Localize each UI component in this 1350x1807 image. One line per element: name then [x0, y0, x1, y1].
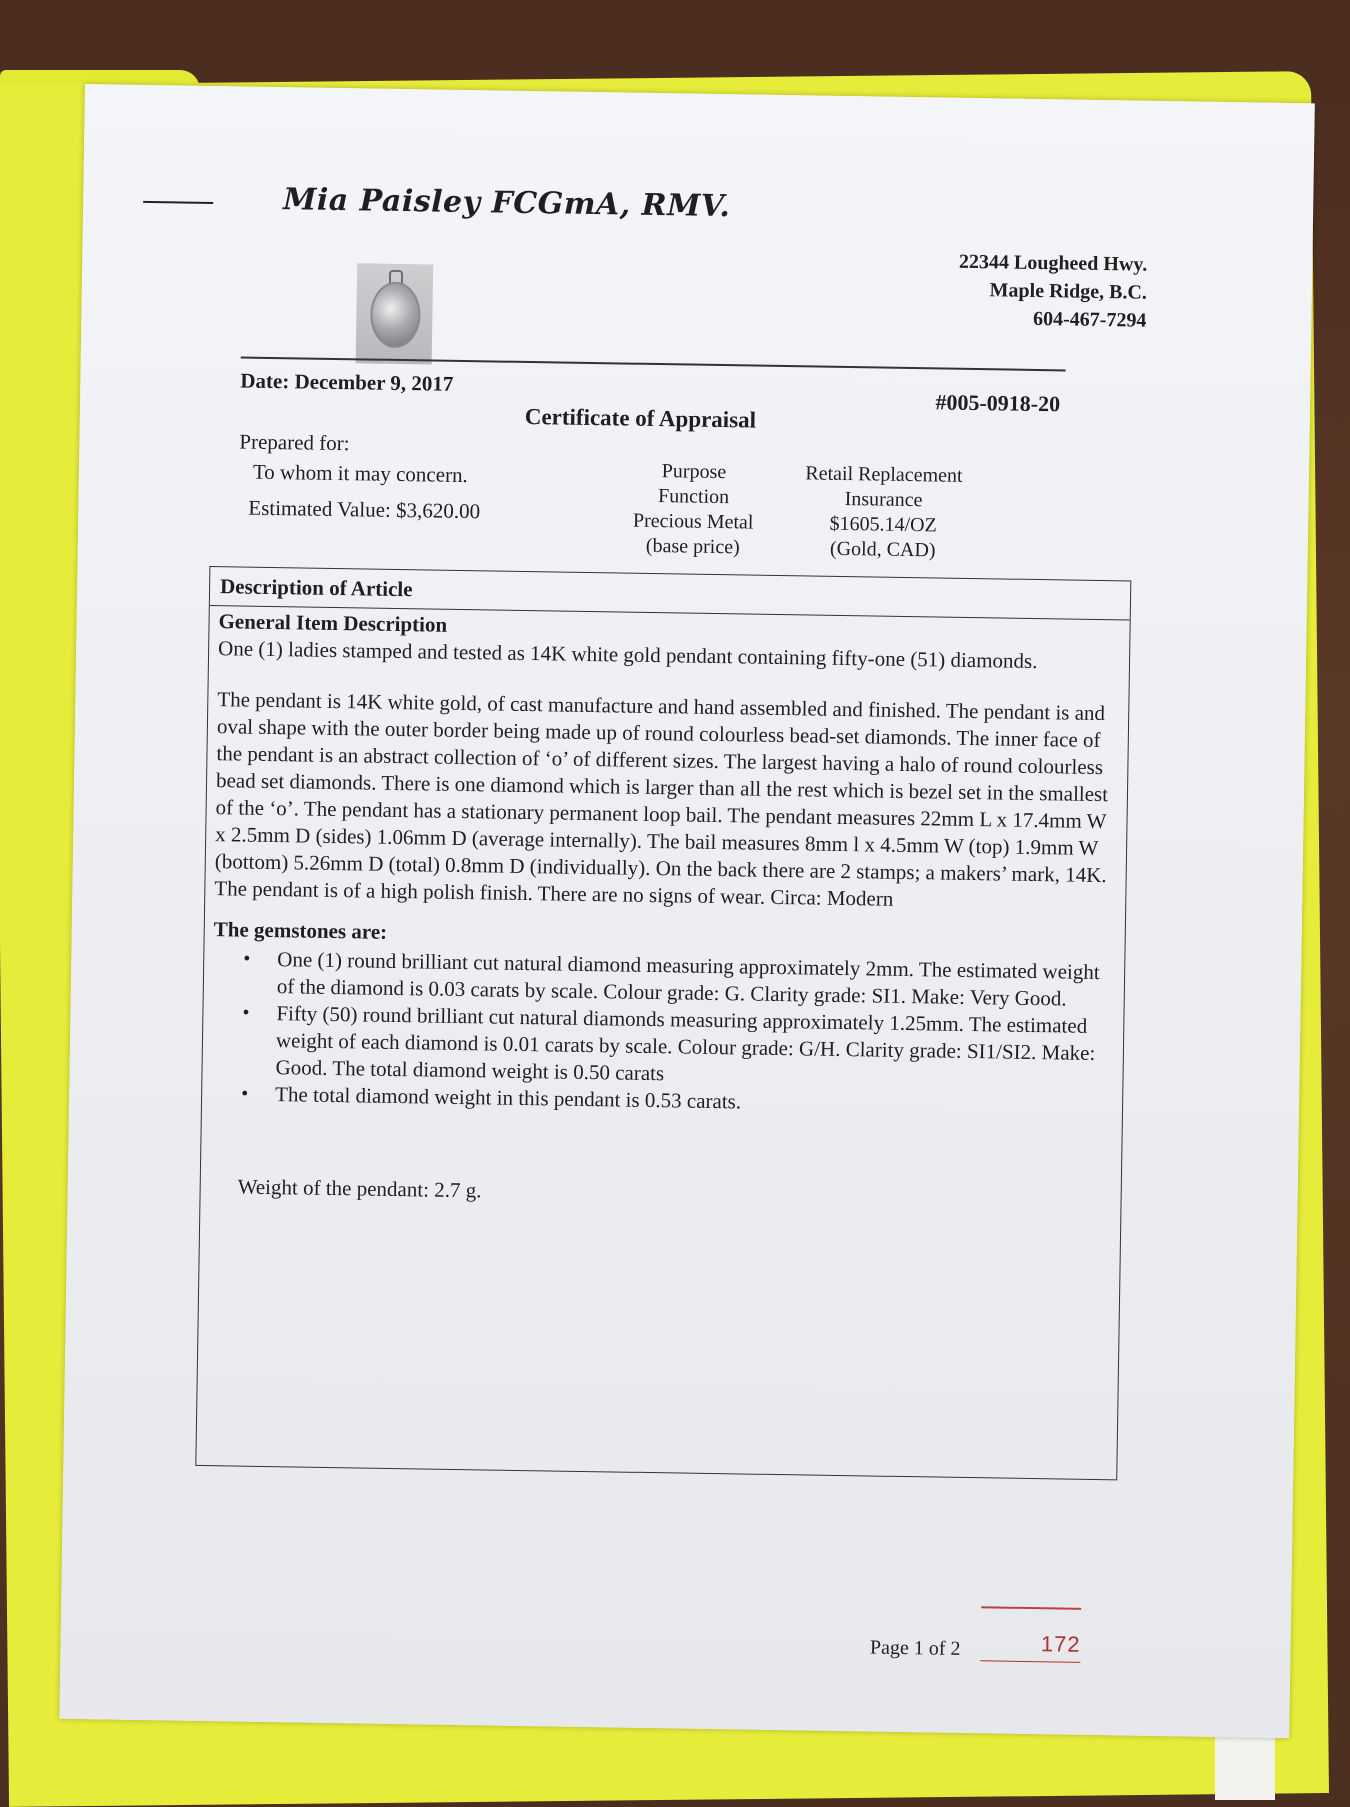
header-divider	[241, 356, 1066, 371]
pendant-photo	[356, 263, 434, 364]
pendant-weight: Weight of the pendant: 2.7 g.	[237, 1174, 482, 1203]
appraisal-date: Date: December 9, 2017	[240, 368, 454, 396]
description-header: Description of Article	[210, 567, 1130, 620]
purpose-labels	[593, 458, 795, 561]
gems-heading: The gemstones are:	[213, 917, 388, 944]
stamp-number: 172	[980, 1630, 1080, 1663]
function-label: Function	[657, 485, 730, 509]
stamp-line	[981, 1606, 1081, 1610]
purpose-label: Purpose	[661, 460, 727, 484]
detail-text: The pendant is 14K white gold, of cast manufacture and hand assembled and finished. The pendant is and oval shape with the outer border being made up of round colourless bead-set diamonds. The inner face of the pendant is an abstract collection of ‘o’ of different sizes. The largest having a halo of round colourless bead set diamonds. There is one diamond which is larger than all the rest which is bezel set in the smallest of the ‘o’. The pendant has a stationary permanent loop bail. The pendant measures 22mm L x 17.4mm W x 2.5mm D (sides) 1.06mm D (average internally). The bail measures 8mm l x 4.5mm W (top) 1.9mm W (bottom) 5.26mm D (total) 0.8mm D (individually). On the back there are 2 stamps; a makers’ mark, 14K. The pendant is of a high polish finish. There are no signs of wear. Circa: Modern	[214, 687, 1109, 911]
estimated-value: Estimated Value: $3,620.00	[248, 495, 481, 524]
appraiser-name: Mia Paisley FCGmA, RMV.	[282, 182, 731, 225]
general-text: One (1) ladies stamped and tested as 14K white gold pendant containing fifty-one (51) diamonds.	[217, 636, 1038, 674]
base-price-value: (Gold, CAD)	[829, 537, 936, 562]
prepared-for-block	[239, 426, 469, 490]
function-value: Insurance	[844, 487, 923, 512]
gem-item: • Fifty (50) round brilliant cut natural diamonds measuring approximately 1.25mm. The estimated weight of each diamond is 0.01 carats by scale. Colour grade: G/H. Clarity grade: SI1/SI2. Make: Good. The total diamond weight is 0.50 carats	[275, 1000, 1113, 1094]
dash-mark	[143, 201, 213, 204]
address-street: 22344 Lougheed Hwy.	[958, 250, 1148, 276]
prepared-for-label: Prepared for:	[239, 429, 350, 456]
appraisal-page	[59, 84, 1315, 1738]
certificate-title: Certificate of Appraisal	[524, 403, 757, 433]
description-box	[195, 566, 1131, 1480]
base-price-label: (base price)	[645, 534, 740, 559]
page-number: Page 1 of 2	[869, 1636, 961, 1660]
general-heading: General Item Description	[218, 609, 448, 637]
pendant-icon	[370, 282, 421, 349]
purpose-value: Retail Replacement	[805, 462, 963, 487]
gem-item: • One (1) round brilliant cut natural diamond measuring approximately 2mm. The estimated weight of the diamond is 0.03 carats by scale. Colour grade: G. Clarity grade: SI1. Make: Very Good.	[277, 946, 1115, 1013]
certificate-number: #005-0918-20	[935, 389, 1061, 417]
metal-value: $1605.14/OZ	[829, 512, 937, 537]
address-phone: 604-467-7294	[1032, 307, 1147, 332]
prepared-for-value: To whom it may concern.	[252, 459, 468, 488]
gem-item: • The total diamond weight in this pendant is 0.53 carats.	[275, 1081, 1112, 1121]
purpose-values	[793, 461, 975, 564]
gems-list	[211, 945, 1114, 1121]
purpose-table	[593, 458, 975, 564]
address-city: Maple Ridge, B.C.	[989, 279, 1148, 304]
address-block	[958, 248, 1148, 335]
description-body	[200, 608, 1129, 1214]
metal-label: Precious Metal	[632, 509, 754, 534]
